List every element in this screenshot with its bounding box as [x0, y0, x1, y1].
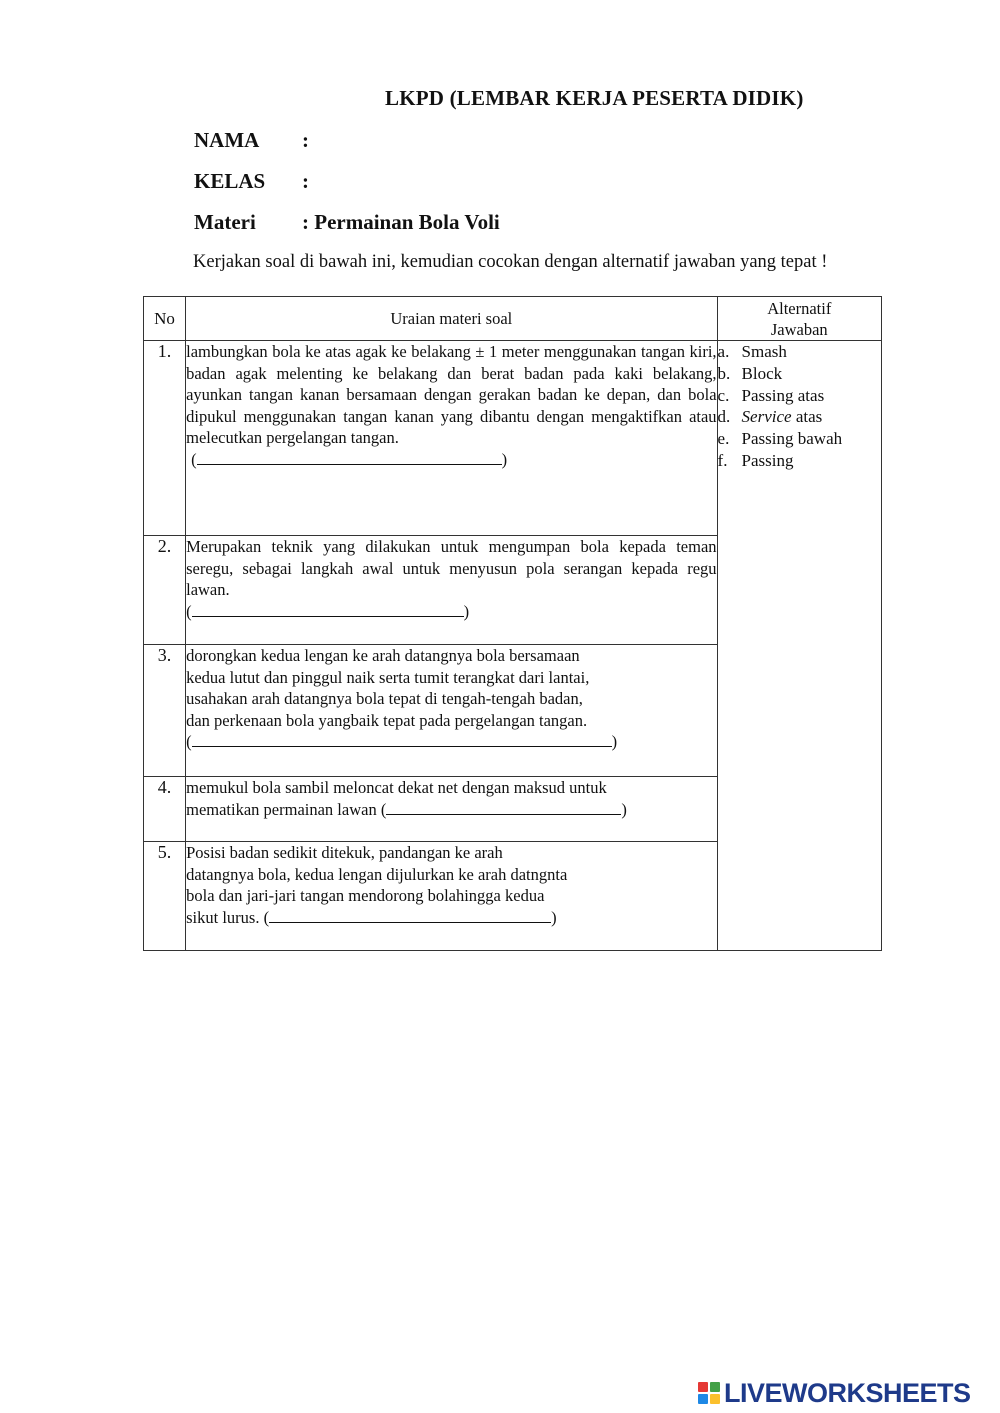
alternatives-cell: [717, 341, 881, 951]
question-text-3-line-1: dorongkan kedua lengan ke arah datangnya bola bersamaan: [186, 646, 580, 665]
instruction-text: Kerjakan soal di bawah ini, kemudian cocokan dengan alternatif jawaban yang tepat !: [193, 252, 828, 272]
liveworksheets-logo: [698, 1378, 971, 1408]
question-cell-3: [186, 645, 717, 777]
question-text-1: lambungkan bola ke atas agak ke belakang ± 1 meter menggunakan tangan kiri, badan agak melenting ke belakang dan berat badan pada kaki belakang, ayunkan tangan kanan bersamaan dengan gerakan badan ke depan, dan bola dipukul menggunakan tangan kanan yang dibantu dengan mengaktifkan atau melecutkan pergelangan tangan.: [186, 342, 717, 448]
answer-blank-5[interactable]: [269, 907, 551, 923]
question-text-5-line-2: datangnya bola, kedua lengan dijulurkan ke arah datngnta: [186, 864, 568, 884]
question-text-5-line-3: bola dan jari-jari tangan mendorong bolahingga kedua: [186, 886, 545, 906]
question-text-5-line-4: sikut lurus. (: [186, 907, 270, 927]
answer-close-3: ): [611, 732, 618, 752]
logo-square-green: [710, 1382, 720, 1392]
answer-close-1: ): [501, 449, 508, 469]
alternative-c: c. Passing atas: [717, 385, 825, 405]
answer-line-1: [186, 449, 716, 471]
alternative-d: d. Service atas: [717, 407, 823, 427]
answer-open-1: (: [191, 449, 197, 469]
nama-field: [194, 128, 309, 153]
header-alternatif: [717, 297, 881, 341]
answer-open-2: (: [186, 601, 192, 621]
materi-value: : Permainan Bola Voli: [302, 210, 500, 234]
question-table: [143, 296, 882, 951]
alternative-a: a. Smash: [717, 342, 787, 361]
question-cell-1: [186, 341, 717, 536]
question-number-2: 2.: [144, 536, 186, 645]
alternative-e: e. Passing bawah: [717, 429, 843, 449]
answer-line-2: [186, 601, 716, 623]
alternative-b: b. Block: [717, 363, 783, 383]
answer-close-5: ): [551, 907, 557, 927]
kelas-field: [194, 169, 309, 194]
materi-field: [194, 210, 500, 235]
question-number-5: 5.: [144, 842, 186, 951]
question-text-4-line-1: memukul bola sambil meloncat dekat net dengan maksud untuk: [186, 778, 607, 797]
question-cell-5: [186, 842, 717, 951]
kelas-label: KELAS: [194, 169, 266, 193]
kelas-value: :: [302, 169, 309, 193]
liveworksheets-logo-icon: [698, 1382, 720, 1404]
nama-label: NAMA: [194, 128, 260, 152]
answer-open-3: (: [186, 732, 192, 752]
question-number-1: 1.: [144, 341, 186, 536]
table-header-row: [144, 297, 882, 341]
logo-square-yellow: [710, 1394, 720, 1404]
answer-close-4: ): [621, 799, 627, 819]
alternative-f: f. Passing: [717, 450, 794, 470]
alternatives-list: [718, 341, 881, 472]
header-uraian: Uraian materi soal: [186, 297, 717, 341]
answer-blank-2[interactable]: [192, 601, 464, 617]
answer-blank-1[interactable]: [197, 449, 502, 465]
question-text-3-line-4: dan perkenaan bola yangbaik tepat pada pergelangan tangan.: [186, 710, 588, 730]
header-alternatif-text: Alternatif Jawaban: [767, 298, 832, 339]
liveworksheets-logo-text: LIVEWORKSHEETS: [724, 1377, 971, 1408]
answer-line-3: [186, 731, 716, 753]
question-text-5-line-1: Posisi badan sedikit ditekuk, pandangan ke arah: [186, 843, 503, 862]
question-text-3-line-2: kedua lutut dan pinggul naik serta tumit terangkat dari lantai,: [186, 667, 590, 687]
question-text-2: Merupakan teknik yang dilakukan untuk mengumpan bola kepada teman seregu, sebagai langkah awal untuk menyusun pola serangan kepada regu lawan.: [186, 537, 717, 600]
answer-close-2: ): [463, 601, 470, 621]
worksheet-title: LKPD (LEMBAR KERJA PESERTA DIDIK): [385, 86, 804, 110]
nama-value: :: [302, 128, 309, 152]
answer-line-5: [186, 907, 716, 929]
answer-line-4: [186, 799, 716, 821]
question-text-4-line-2: mematikan permainan lawan (: [186, 799, 387, 819]
header-no: No: [144, 297, 186, 341]
question-cell-2: [186, 536, 717, 645]
table-row: [144, 341, 882, 536]
question-number-3: 3.: [144, 645, 186, 777]
answer-blank-4[interactable]: [386, 799, 621, 815]
materi-label: Materi: [194, 210, 256, 234]
logo-square-red: [698, 1382, 708, 1392]
question-number-4: 4.: [144, 777, 186, 842]
logo-square-blue: [698, 1394, 708, 1404]
question-text-3-line-3: usahakan arah datangnya bola tepat di tengah-tengah badan,: [186, 689, 583, 709]
answer-blank-3[interactable]: [192, 731, 612, 747]
question-cell-4: [186, 777, 717, 842]
